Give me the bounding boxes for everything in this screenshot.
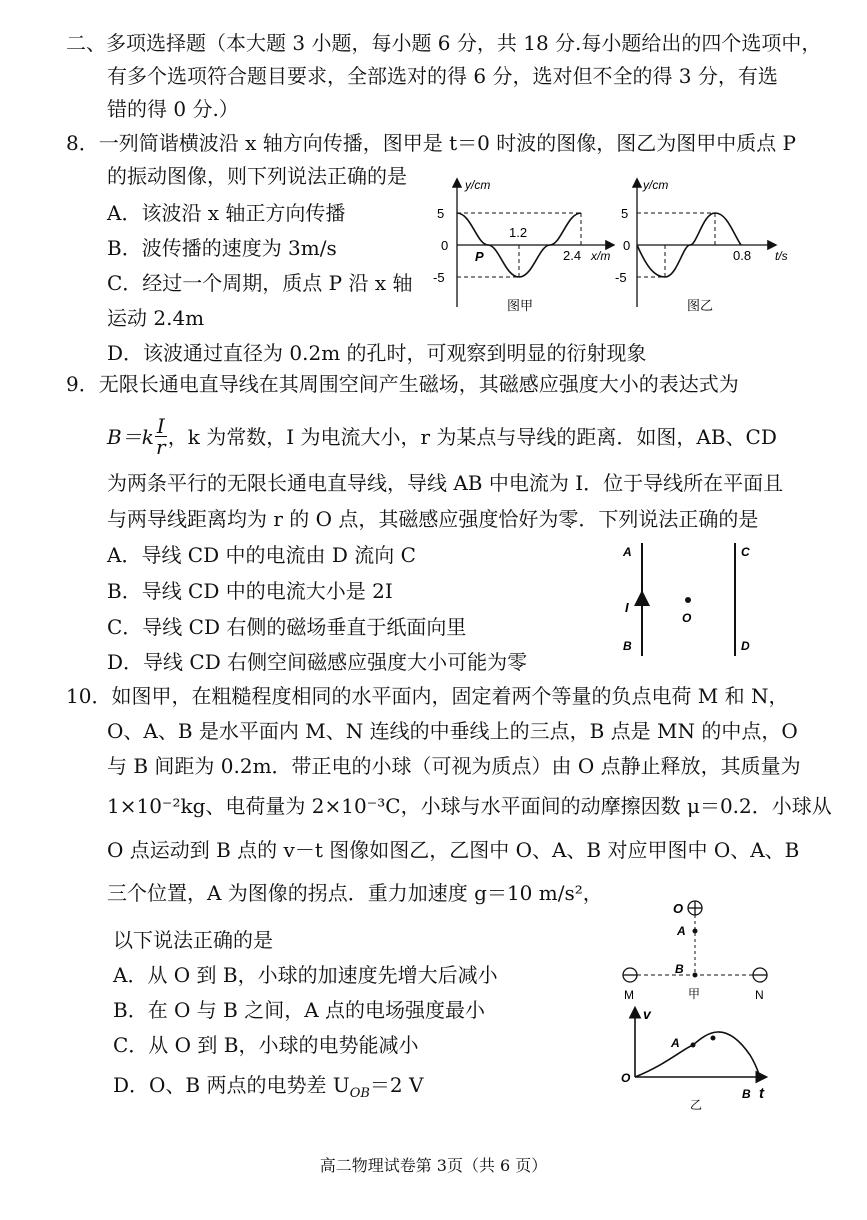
y-axis-label: y/cm bbox=[643, 178, 669, 192]
formula-numerator: I bbox=[156, 414, 165, 438]
figure-caption: 乙 bbox=[690, 1098, 703, 1112]
q8-option-c: C．经过一个周期，质点 P 沿 x 轴 bbox=[107, 271, 413, 295]
q10-option-b: B．在 O 与 B 之间，A 点的电场强度最小 bbox=[113, 998, 486, 1022]
label-a: A bbox=[671, 1036, 680, 1050]
q8-option-b: B．波传播的速度为 3m/s bbox=[107, 236, 337, 260]
x-axis-label: x/m bbox=[591, 249, 611, 263]
q10-option-c: C．从 O 到 B，小球的电势能减小 bbox=[113, 1033, 419, 1057]
label-o: O bbox=[682, 611, 692, 625]
v-label: v bbox=[643, 1006, 651, 1022]
origin-label: O bbox=[621, 1071, 631, 1085]
tick-label: -5 bbox=[615, 270, 627, 285]
q9-stem-3: 为两条平行的无限长通电直导线，导线 AB 中电流为 I．位于导线所在平面且 bbox=[107, 471, 784, 495]
formula-prefix: B＝k bbox=[107, 425, 154, 449]
point-a bbox=[693, 929, 698, 934]
formula-denominator: r bbox=[156, 435, 166, 459]
q9-stem-2: ，k 为常数，I 为电流大小，r 为某点与导线的距离．如图，AB、CD bbox=[167, 425, 777, 449]
q8-option-a: A．该波沿 x 轴正方向传播 bbox=[107, 201, 346, 225]
q9-option-a: A．导线 CD 中的电流由 D 流向 C bbox=[107, 543, 416, 567]
section-desc-line2: 有多个选项符合题目要求，全部选对的得 6 分，选对但不全的得 3 分，有选 bbox=[107, 64, 778, 88]
q10-stem-4: 1×10⁻²kg、电荷量为 2×10⁻³C，小球与水平面间的动摩擦因数 μ＝0.2．小球从 bbox=[107, 794, 832, 818]
q10-stem-2: O、A、B 是水平面内 M、N 连线的中垂线上的三点，B 点是 MN 的中点，O bbox=[107, 719, 798, 743]
label-b: B bbox=[675, 962, 684, 976]
figure-caption: 图甲 bbox=[507, 298, 534, 313]
label-b: B bbox=[623, 639, 632, 653]
figure-caption: 图乙 bbox=[687, 298, 714, 313]
q8-stem-2: 的振动图像，则下列说法正确的是 bbox=[107, 164, 407, 188]
q9-figure-wires bbox=[615, 538, 765, 663]
option-d-text: D．O、B 两点的电势差 U bbox=[113, 1073, 350, 1097]
label-a: A bbox=[623, 545, 632, 559]
q10-stem-6: 三个位置，A 为图像的拐点．重力加速度 g＝10 m/s²， bbox=[107, 881, 603, 905]
q10-option-a: A．从 O 到 B，小球的加速度先增大后减小 bbox=[113, 963, 498, 987]
option-d-subscript: OB bbox=[349, 1086, 370, 1101]
q9-stem-4: 与两导线距离均为 r 的 O 点，其磁感应强度恰好为零．下列说法正确的是 bbox=[107, 507, 759, 531]
formula-fraction bbox=[155, 416, 167, 457]
tick-label: 0.8 bbox=[733, 248, 752, 263]
label-a: A bbox=[677, 924, 686, 938]
q10-figure-vt bbox=[615, 1005, 780, 1115]
q9-option-d: D．导线 CD 右侧空间磁感应强度大小可能为零 bbox=[107, 650, 528, 674]
q10-figure-charges bbox=[615, 895, 775, 1005]
q9-option-b: B．导线 CD 中的电流大小是 2I bbox=[107, 579, 393, 603]
tick-label: 2.4 bbox=[563, 248, 582, 263]
section-desc-line3: 错的得 0 分.） bbox=[107, 97, 239, 121]
label-i: I bbox=[625, 600, 629, 615]
q10-stem: 10．如图甲，在粗糙程度相同的水平面内，固定着两个等量的负点电荷 M 和 N， bbox=[66, 684, 789, 708]
q10-stem-5: O 点运动到 B 点的 v－t 图像如图乙，乙图中 O、A、B 对应甲图中 O、A、B bbox=[107, 838, 800, 862]
q8-stem: 8．一列简谐横波沿 x 轴方向传播，图甲是 t＝0 时波的图像，图乙为图甲中质点 P bbox=[66, 131, 797, 155]
peak-point bbox=[711, 1036, 716, 1041]
point-a bbox=[691, 1043, 696, 1048]
label-b: B bbox=[742, 1087, 751, 1101]
tick-label: 5 bbox=[621, 206, 629, 221]
label-c: C bbox=[741, 545, 750, 559]
q8-figure-wave bbox=[425, 175, 615, 320]
t-label: t bbox=[759, 1085, 764, 1102]
vt-curve bbox=[635, 1032, 760, 1077]
q10-stem-7: 以下说法正确的是 bbox=[113, 928, 273, 952]
figure-caption: 甲 bbox=[688, 987, 701, 1001]
tick-label: 1.2 bbox=[509, 225, 528, 240]
tick-label: 5 bbox=[437, 206, 445, 221]
tick-label: -5 bbox=[433, 270, 445, 285]
y-axis-label: y/cm bbox=[465, 178, 491, 192]
option-d-value: ＝2 V bbox=[369, 1073, 424, 1097]
point-o bbox=[685, 597, 691, 603]
label-m: M bbox=[624, 988, 634, 1002]
tick-label: 0 bbox=[441, 238, 449, 253]
q9-option-c: C．导线 CD 右侧的磁场垂直于纸面向里 bbox=[107, 615, 467, 639]
section-title: 二、多项选择题（本大题 3 小题，每小题 6 分，共 18 分.每小题给出的四个选项中， bbox=[66, 31, 822, 55]
label-o: O bbox=[673, 901, 684, 916]
q10-stem-3: 与 B 间距为 0.2m．带正电的小球（可视为质点）由 O 点静止释放，其质量为 bbox=[107, 754, 801, 778]
label-n: N bbox=[755, 988, 764, 1002]
q9-formula-line bbox=[107, 414, 777, 459]
t-axis-label: t/s bbox=[775, 249, 788, 263]
page-footer: 高二物理试卷第 3页（共 6 页） bbox=[319, 1156, 548, 1175]
q10-option-d bbox=[113, 1073, 423, 1106]
label-d: D bbox=[741, 639, 750, 653]
q8-option-d: D．该波通过直径为 0.2m 的孔时，可观察到明显的衍射现象 bbox=[107, 341, 647, 365]
point-p-label: P bbox=[475, 249, 484, 264]
q8-figure-vibration bbox=[615, 175, 795, 320]
point-b bbox=[693, 973, 698, 978]
tick-label: 0 bbox=[623, 238, 631, 253]
q8-option-c-cont: 运动 2.4m bbox=[107, 306, 205, 330]
q9-stem: 9．无限长通电直导线在其周围空间产生磁场，其磁感应强度大小的表达式为 bbox=[66, 372, 739, 396]
